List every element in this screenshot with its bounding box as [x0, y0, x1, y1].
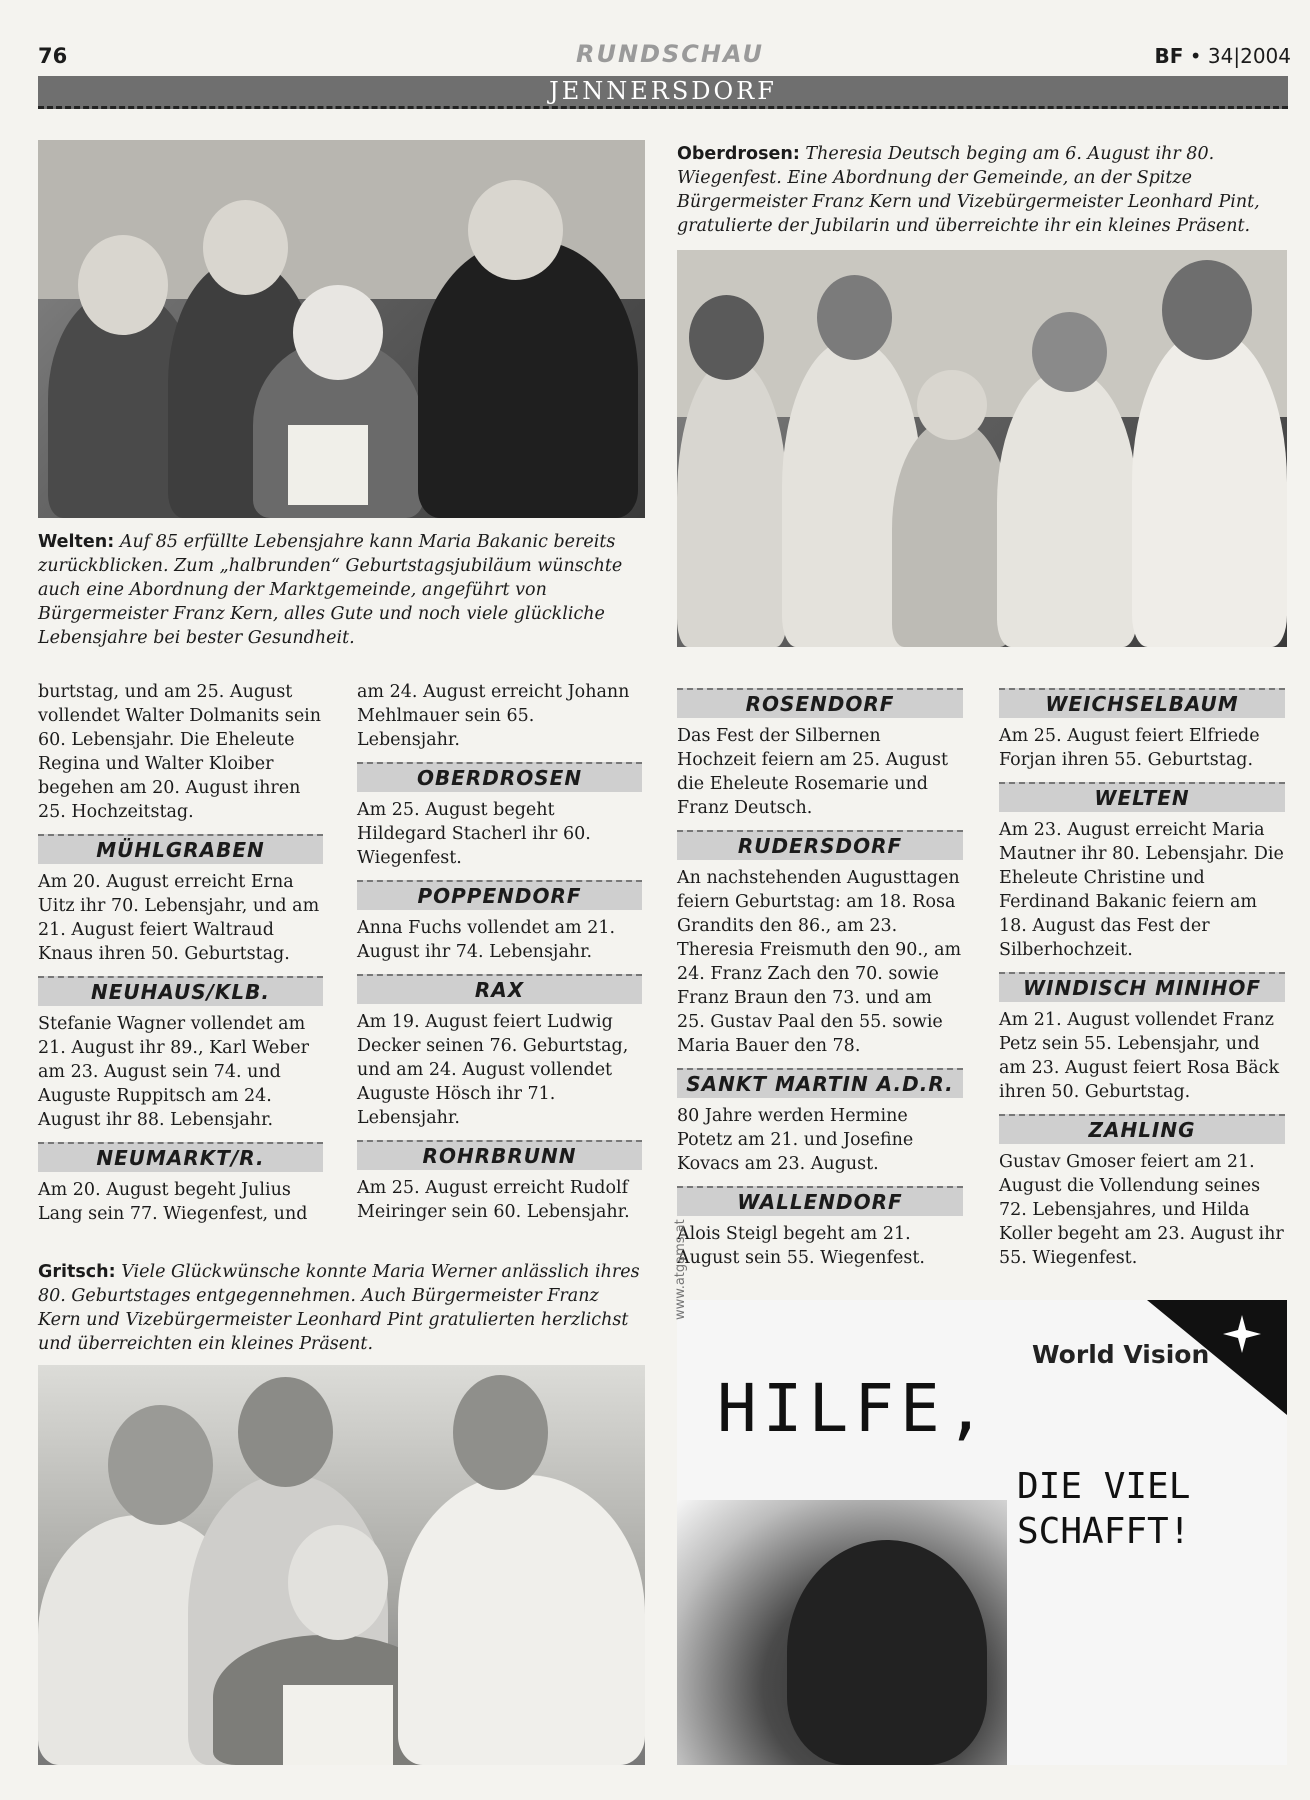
- person-head: [1032, 312, 1107, 392]
- region-title: JENNERSDORF: [549, 77, 777, 105]
- person-head: [288, 1525, 388, 1640]
- person-head: [1162, 260, 1252, 360]
- article-text: An nachstehenden Augusttagen feiern Geburtstag: am 18. Rosa Grandits den 86., am 23. Theresia Freismuth den 90., am 24. Franz Zach den 70. sowie Franz Braun den 73. und am 25. Gustav Paal den 55. sowie Maria Bauer den 78.: [677, 868, 962, 1056]
- section-heading: NEUHAUS/KLB.: [38, 976, 323, 1006]
- photo-welten: [38, 140, 645, 518]
- section-title: RUNDSCHAU: [576, 40, 764, 68]
- person-figure: [418, 240, 638, 518]
- article-text: Gustav Gmoser feiert am 21. August die Vollendung seines 72. Lebensjahres, und Hilda Koller begeht am 23. August ihr 55. Wiegenfest.: [999, 1152, 1284, 1268]
- caption-text: Auf 85 erfüllte Lebensjahre kann Maria Bakanic bereits zurückblicken. Zum „halbrunden“ Geburtstagsjubiläum wünschte auch eine Abordnung der Marktgemeinde, angeführt von Bürgermeister Franz Kern, alles Gute und noch viele glückliche Lebensjahre bei bester Gesundheit.: [38, 532, 623, 648]
- issue-brand: BF: [1154, 44, 1184, 68]
- section-heading: ZAHLING: [999, 1114, 1285, 1144]
- section-heading: WALLENDORF: [677, 1186, 963, 1216]
- article-text: Stefanie Wagner vollendet am 21. August ihr 89., Karl Weber am 23. August sein 74. und Auguste Ruppitsch am 24. August ihr 88. Lebensjahr.: [38, 1014, 309, 1130]
- issue-info: [1154, 44, 1291, 68]
- column-2: [357, 680, 642, 1224]
- person-head: [108, 1405, 213, 1525]
- ad-watermark: www.atgams.at: [673, 1219, 688, 1320]
- section-heading: RAX: [357, 974, 642, 1004]
- caption-place: Welten:: [38, 532, 115, 552]
- section-heading: SANKT MARTIN A.D.R.: [677, 1068, 963, 1098]
- article-text: Am 25. August erreicht Rudolf Meiringer sein 60. Lebensjahr.: [357, 1178, 630, 1222]
- person-figure: [1132, 330, 1287, 647]
- person-figure: [892, 420, 1012, 647]
- ad-headline: HILFE,: [717, 1370, 992, 1447]
- person-figure: [677, 360, 787, 647]
- person-head: [468, 180, 563, 280]
- article-text: 80 Jahre werden Hermine Potetz am 21. und Josefine Kovacs am 23. August.: [677, 1106, 914, 1174]
- article-text: Am 20. August begeht Julius Lang sein 77. Wiegenfest, und: [38, 1180, 308, 1224]
- photo-oberdrosen: [677, 250, 1287, 647]
- person-figure: [398, 1475, 645, 1765]
- ad-subline-1: DIE VIEL: [1017, 1466, 1191, 1507]
- certificate-card: [288, 425, 368, 505]
- child-face: [787, 1540, 987, 1765]
- section-heading: WEICHSELBAUM: [999, 688, 1285, 718]
- person-head: [817, 275, 892, 360]
- article-text: Am 25. August begeht Hildegard Stacherl ihr 60. Wiegenfest.: [357, 800, 591, 868]
- article-text: burtstag, und am 25. August vollendet Walter Dolmanits sein 60. Lebensjahr. Die Eheleute Regina und Walter Kloiber begehen am 20. August ihren 25. Hochzeitstag.: [38, 682, 322, 822]
- caption-gritsch: [38, 1260, 645, 1356]
- section-heading: NEUMARKT/R.: [38, 1142, 323, 1172]
- article-text: am 24. August erreicht Johann Mehlmauer sein 65. Lebensjahr.: [357, 682, 630, 750]
- page-number: 76: [38, 44, 68, 68]
- article-text: Das Fest der Silbernen Hochzeit feiern am 25. August die Eheleute Rosemarie und Franz Deutsch.: [677, 726, 949, 818]
- certificate-card: [283, 1685, 393, 1765]
- section-heading: POPPENDORF: [357, 880, 642, 910]
- article-text: Am 20. August erreicht Erna Uitz ihr 70. Lebensjahr, und am 21. August feiert Waltraud Knaus ihren 50. Geburtstag.: [38, 872, 320, 964]
- caption-welten: [38, 530, 645, 650]
- section-heading: OBERDROSEN: [357, 762, 642, 792]
- person-head: [293, 285, 383, 380]
- brand-logo: World Vision: [1032, 1340, 1210, 1369]
- person-head: [453, 1375, 548, 1490]
- person-head: [203, 200, 288, 295]
- column-3: [677, 680, 963, 1270]
- person-head: [689, 295, 764, 380]
- article-text: Am 23. August erreicht Maria Mautner ihr 80. Lebensjahr. Die Eheleute Christine und Ferdinand Bakanic feiern am 18. August das Fest der Silberhochzeit.: [999, 820, 1284, 960]
- caption-place: Oberdrosen:: [677, 144, 800, 164]
- article-text: Anna Fuchs vollendet am 21. August ihr 74. Lebensjahr.: [357, 918, 616, 962]
- region-band: [38, 76, 1288, 109]
- section-heading: WINDISCH MINIHOF: [999, 972, 1285, 1002]
- person-head: [917, 370, 987, 440]
- article-text: Am 19. August feiert Ludwig Decker seinen 76. Geburtstag, und am 24. August vollendet Auguste Hösch ihr 71. Lebensjahr.: [357, 1012, 629, 1128]
- person-head: [238, 1377, 333, 1487]
- caption-text: Viele Glückwünsche konnte Maria Werner anlässlich ihres 80. Geburtstages entgegennehmen. Auch Bürgermeister Franz Kern und Vizebürgermeister Leonhard Pint gratulierten herzlichst und überreichten ein kleines Präsent.: [38, 1262, 640, 1354]
- section-heading: RUDERSDORF: [677, 830, 963, 860]
- issue-separator: •: [1189, 44, 1202, 68]
- person-head: [78, 235, 168, 335]
- article-text: Am 21. August vollendet Franz Petz sein 55. Lebensjahr, und am 23. August feiert Rosa Bäck ihren 50. Geburtstag.: [999, 1010, 1280, 1102]
- photo-gritsch: [38, 1365, 645, 1765]
- caption-place: Gritsch:: [38, 1262, 116, 1282]
- article-text: Alois Steigl begeht am 21. August sein 55. Wiegenfest.: [677, 1224, 925, 1268]
- issue-number: 34|2004: [1207, 44, 1291, 68]
- caption-text: Theresia Deutsch beging am 6. August ihr 80. Wiegenfest. Eine Abordnung der Gemeinde, an der Spitze Bürgermeister Franz Kern und Vizebürgermeister Leonhard Pint, gratulierte der Jubilarin und überreichte ihr ein kleines Präsent.: [677, 144, 1260, 236]
- column-4: [999, 680, 1285, 1270]
- article-text: Am 25. August feiert Elfriede Forjan ihren 55. Geburtstag.: [999, 726, 1260, 770]
- section-heading: WELTEN: [999, 782, 1285, 812]
- column-1: [38, 680, 323, 1226]
- ad-world-vision: [677, 1300, 1287, 1765]
- ad-subline-2: SCHAFFT!: [1017, 1511, 1191, 1552]
- section-heading: ROSENDORF: [677, 688, 963, 718]
- section-heading: ROHRBRUNN: [357, 1140, 642, 1170]
- caption-oberdrosen: [677, 142, 1292, 238]
- person-figure: [997, 370, 1137, 647]
- section-heading: MÜHLGRABEN: [38, 834, 323, 864]
